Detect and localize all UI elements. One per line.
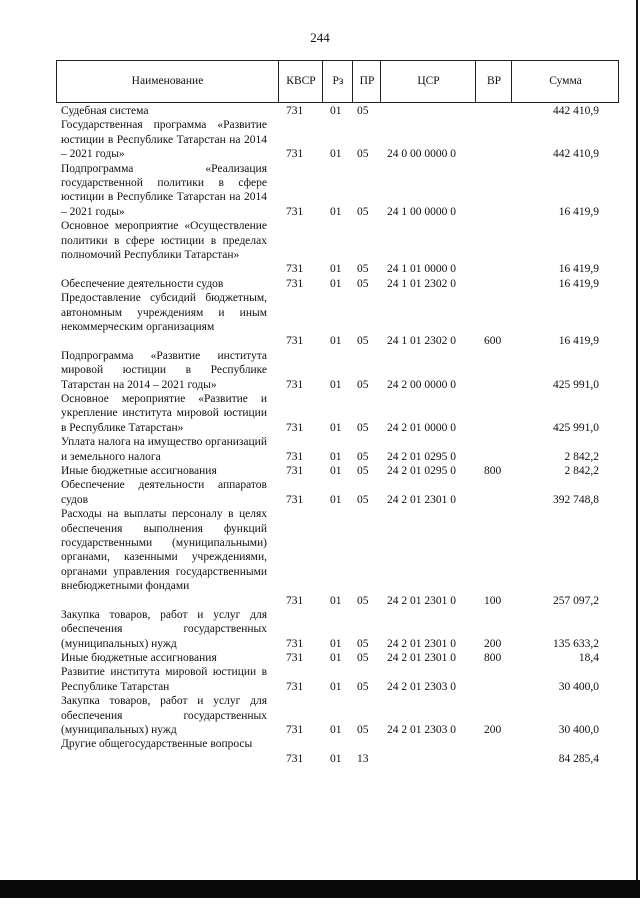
- row-kvsr: 731: [286, 493, 304, 506]
- row-pr: 05: [357, 335, 369, 348]
- row-pr: 05: [357, 148, 369, 161]
- row-name: Обеспечение деятельности судов: [61, 277, 224, 290]
- row-csr: 24 2 01 2301 0: [387, 493, 456, 506]
- row-rz: 01: [330, 205, 342, 218]
- table-row: [0, 665, 640, 694]
- row-name: Основное мероприятие «Осуществление политики в сфере юстиции в пределах полномочий Республики Татарстан»: [61, 220, 267, 261]
- row-name: Закупка товаров, работ и услуг для обеспечения государственных (муниципальных) нужд: [61, 695, 267, 737]
- table-row: [0, 104, 640, 118]
- row-kvsr: 731: [286, 421, 304, 434]
- row-kvsr: 731: [286, 464, 304, 477]
- scan-bottom-bar: [0, 880, 640, 898]
- table-row: [0, 737, 640, 766]
- row-csr: 24 2 01 0000 0: [387, 421, 456, 434]
- row-sum: 30 400,0: [558, 680, 599, 693]
- row-rz: 01: [330, 104, 342, 117]
- row-name: Государственная программа «Развитие юстиции в Республике Татарстан на 2014 – 2021 годы»: [61, 119, 267, 161]
- row-csr: 24 1 01 2302 0: [387, 277, 456, 290]
- row-pr: 05: [357, 724, 369, 737]
- header-vr: ВР: [475, 61, 512, 102]
- row-pr: 05: [357, 652, 369, 665]
- row-vr: 200: [484, 724, 502, 737]
- row-rz: 01: [330, 464, 342, 477]
- row-rz: 01: [330, 421, 342, 434]
- table-row: [0, 118, 640, 161]
- row-rz: 01: [330, 680, 342, 693]
- row-pr: 05: [357, 104, 369, 117]
- row-name: Иные бюджетные ассигнования: [61, 652, 217, 665]
- row-kvsr: 731: [286, 263, 304, 276]
- row-sum: 16 419,9: [558, 263, 599, 276]
- row-vr: 600: [484, 335, 502, 348]
- scan-edge-right: [636, 0, 638, 880]
- row-kvsr: 731: [286, 724, 304, 737]
- row-kvsr: 731: [286, 652, 304, 665]
- row-name: Закупка товаров, работ и услуг для обеспечения государственных (муниципальных) нужд: [61, 608, 267, 650]
- row-name: Подпрограмма «Развитие института мировой юстиции в Республике Татарстан на 2014 – 2021 годы»: [61, 349, 267, 391]
- row-csr: 24 2 01 2301 0: [387, 637, 456, 650]
- row-rz: 01: [330, 450, 342, 463]
- row-name: Обеспечение деятельности аппаратов судов: [61, 479, 267, 506]
- table-row: [0, 291, 640, 349]
- row-name: Основное мероприятие «Развитие и укрепление института мировой юстиции в Республике Татарстан»: [61, 392, 267, 434]
- row-kvsr: 731: [286, 104, 304, 117]
- header-sum: Сумма: [511, 61, 619, 102]
- row-csr: 24 2 00 0000 0: [387, 378, 456, 391]
- row-pr: 13: [357, 752, 369, 765]
- row-name: Уплата налога на имущество организаций и земельного налога: [61, 436, 267, 463]
- row-rz: 01: [330, 148, 342, 161]
- row-csr: 24 2 01 0295 0: [387, 450, 456, 463]
- table-row: [0, 392, 640, 435]
- row-kvsr: 731: [286, 148, 304, 161]
- table-row: [0, 349, 640, 392]
- row-sum: 392 748,8: [553, 493, 599, 506]
- row-sum: 16 419,9: [558, 205, 599, 218]
- row-pr: 05: [357, 450, 369, 463]
- row-kvsr: 731: [286, 335, 304, 348]
- row-csr: 24 2 01 2303 0: [387, 724, 456, 737]
- row-csr: 24 2 01 2301 0: [387, 594, 456, 607]
- row-rz: 01: [330, 637, 342, 650]
- row-kvsr: 731: [286, 637, 304, 650]
- row-rz: 01: [330, 277, 342, 290]
- row-sum: 2 842,2: [564, 450, 599, 463]
- row-csr: 24 2 01 2301 0: [387, 652, 456, 665]
- row-kvsr: 731: [286, 205, 304, 218]
- row-name: Иные бюджетные ассигнования: [61, 464, 217, 477]
- row-pr: 05: [357, 205, 369, 218]
- table-row: [0, 478, 640, 507]
- row-rz: 01: [330, 493, 342, 506]
- row-sum: 16 419,9: [558, 277, 599, 290]
- row-vr: 100: [484, 594, 502, 607]
- row-csr: 24 1 00 0000 0: [387, 205, 456, 218]
- row-kvsr: 731: [286, 594, 304, 607]
- row-kvsr: 731: [286, 450, 304, 463]
- row-csr: 24 1 01 2302 0: [387, 335, 456, 348]
- row-rz: 01: [330, 263, 342, 276]
- row-name: Другие общегосударственные вопросы: [61, 738, 253, 751]
- row-name: Развитие института мировой юстиции в Республике Татарстан: [61, 666, 267, 693]
- header-pr: ПР: [352, 61, 381, 102]
- row-csr: 24 2 01 0295 0: [387, 464, 456, 477]
- table-body: [0, 104, 640, 766]
- row-rz: 01: [330, 378, 342, 391]
- row-name: Расходы на выплаты персоналу в целях обеспечения выполнения функций государственными (муниципальными) органами, казенными учреждениями, органами управления государственными внебюджетными фондами: [61, 508, 267, 593]
- table-row: [0, 694, 640, 737]
- row-sum: 2 842,2: [564, 464, 599, 477]
- row-vr: 800: [484, 652, 502, 665]
- row-vr: 200: [484, 637, 502, 650]
- row-pr: 05: [357, 263, 369, 276]
- row-rz: 01: [330, 652, 342, 665]
- row-csr: 24 0 00 0000 0: [387, 148, 456, 161]
- row-pr: 05: [357, 637, 369, 650]
- row-csr: 24 2 01 2303 0: [387, 680, 456, 693]
- row-sum: 30 400,0: [558, 724, 599, 737]
- row-kvsr: 731: [286, 680, 304, 693]
- table-row: [0, 162, 640, 220]
- row-rz: 01: [330, 752, 342, 765]
- row-pr: 05: [357, 421, 369, 434]
- row-pr: 05: [357, 378, 369, 391]
- table-row: [0, 507, 640, 608]
- row-sum: 135 633,2: [553, 637, 599, 650]
- row-pr: 05: [357, 277, 369, 290]
- row-rz: 01: [330, 594, 342, 607]
- row-pr: 05: [357, 464, 369, 477]
- row-pr: 05: [357, 594, 369, 607]
- table-row: [0, 651, 640, 665]
- row-sum: 442 410,9: [553, 104, 599, 117]
- row-sum: 425 991,0: [553, 378, 599, 391]
- table-row: [0, 277, 640, 291]
- row-name: Судебная система: [61, 105, 149, 117]
- table-row: [0, 435, 640, 464]
- row-rz: 01: [330, 335, 342, 348]
- header-kvsr: КВСР: [278, 61, 323, 102]
- row-sum: 257 097,2: [553, 594, 599, 607]
- header-csr: ЦСР: [380, 61, 476, 102]
- row-rz: 01: [330, 724, 342, 737]
- row-kvsr: 731: [286, 752, 304, 765]
- row-sum: 84 285,4: [558, 752, 599, 765]
- row-vr: 800: [484, 464, 502, 477]
- table-row: [0, 464, 640, 478]
- header-name: Наименование: [131, 75, 204, 87]
- table-row: [0, 219, 640, 277]
- row-pr: 05: [357, 493, 369, 506]
- row-name: Подпрограмма «Реализация государственной политики в сфере юстиции в Республике Татарстан на 2014 – 2021 годы»: [61, 162, 267, 218]
- row-csr: 24 1 01 0000 0: [387, 263, 456, 276]
- table-header: [56, 60, 619, 103]
- row-sum: 425 991,0: [553, 421, 599, 434]
- row-sum: 18,4: [578, 652, 599, 665]
- row-kvsr: 731: [286, 378, 304, 391]
- table-row: [0, 608, 640, 651]
- row-pr: 05: [357, 680, 369, 693]
- row-sum: 442 410,9: [553, 148, 599, 161]
- row-sum: 16 419,9: [558, 335, 599, 348]
- page-number: 244: [310, 30, 330, 45]
- row-name: Предоставление субсидий бюджетным, автономным учреждениям и иным некоммерческим организациям: [61, 292, 267, 333]
- row-kvsr: 731: [286, 277, 304, 290]
- header-rz: Рз: [322, 61, 353, 102]
